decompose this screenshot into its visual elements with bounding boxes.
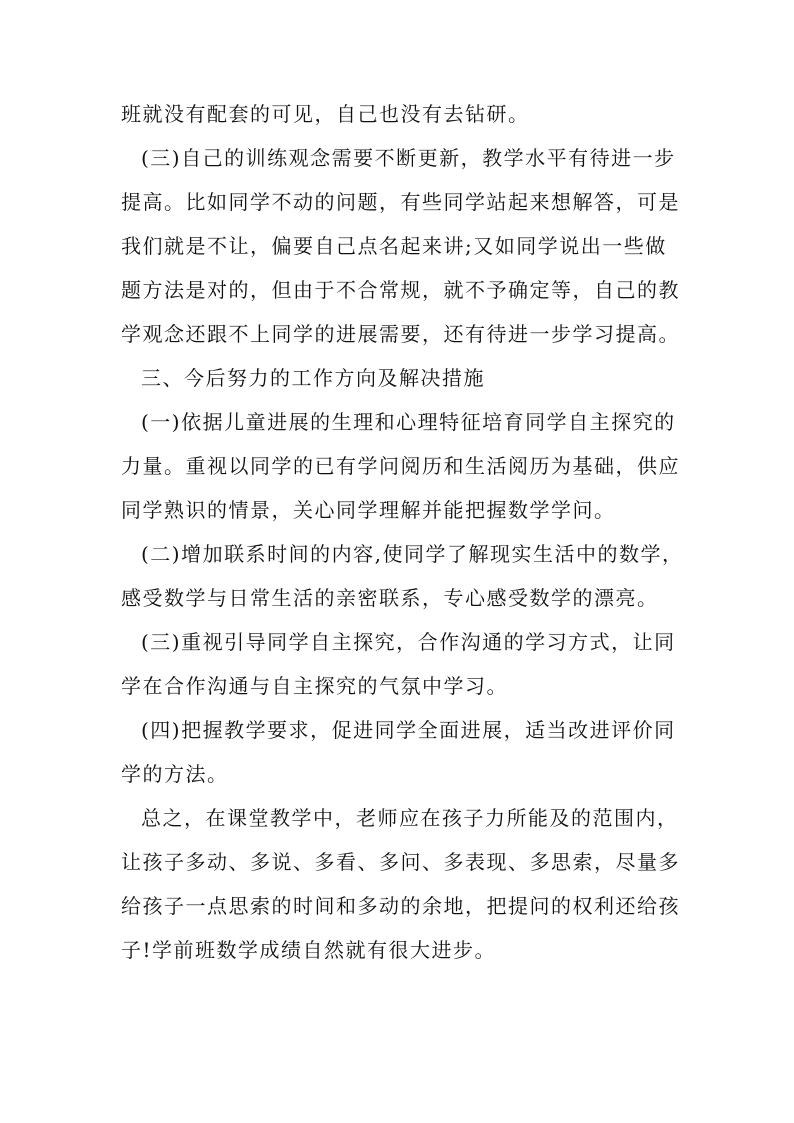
text-line: (三)自己的训练观念需要不断更新，教学水平有待进一步 bbox=[141, 146, 676, 170]
text-line: 学观念还跟不上同学的进展需要，还有待进一步学习提高。 bbox=[121, 322, 680, 346]
text-line: 子!学前班数学成绩自然就有很大进步。 bbox=[121, 938, 497, 962]
text-line: (四)把握教学要求，促进同学全面进展，适当改进评价同 bbox=[141, 718, 676, 742]
text-line: 同学熟识的情景，关心同学理解并能把握数学学问。 bbox=[121, 498, 616, 522]
text-line: 学在合作沟通与自主探究的气氛中学习。 bbox=[121, 674, 508, 698]
text-line: 题方法是对的，但由于不合常规，就不予确定等，自己的教 bbox=[121, 278, 680, 302]
text-line: 提高。比如同学不动的问题，有些同学站起来想解答，可是 bbox=[121, 190, 680, 214]
text-line: 学的方法。 bbox=[121, 762, 229, 786]
text-line: (三)重视引导同学自主探究，合作沟通的学习方式，让同 bbox=[141, 630, 676, 654]
text-line: 感受数学与日常生活的亲密联系，专心感受数学的漂亮。 bbox=[121, 586, 659, 610]
text-line: 让孩子多动、多说、多看、多问、多表现、多思索，尽量多 bbox=[121, 850, 680, 874]
text-line: 我们就是不让，偏要自己点名起来讲;又如同学说出一些做 bbox=[121, 234, 667, 258]
text-line: 给孩子一点思索的时间和多动的余地，把提问的权利还给孩 bbox=[121, 894, 680, 918]
text-line: 力量。重视以同学的已有学问阅历和生活阅历为基础，供应 bbox=[121, 454, 680, 478]
text-line: (二)增加联系时间的内容,使同学了解现实生活中的数学， bbox=[141, 542, 684, 566]
text-line: (一)依据儿童进展的生理和心理特征培育同学自主探究的 bbox=[141, 410, 676, 434]
section-heading: 三、今后努力的工作方向及解决措施 bbox=[141, 366, 485, 390]
document-body bbox=[121, 92, 684, 972]
text-line: 总之，在课堂教学中，老师应在孩子力所能及的范围内， bbox=[141, 806, 679, 830]
text-line: 班就没有配套的可见，自己也没有去钻研。 bbox=[121, 102, 530, 126]
